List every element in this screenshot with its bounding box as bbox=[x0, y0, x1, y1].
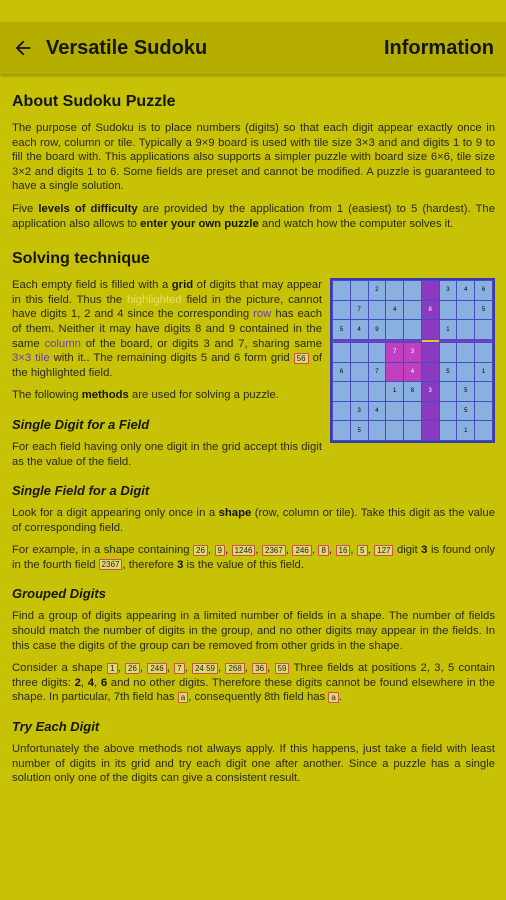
grid-cell bbox=[457, 300, 475, 320]
grid-cell bbox=[386, 421, 404, 441]
grid-cell: 4 bbox=[457, 281, 475, 301]
grid-cell bbox=[421, 342, 439, 362]
grid-cell bbox=[386, 362, 404, 382]
grid-cell: 4 bbox=[350, 320, 368, 340]
grouped-paragraph-1: Find a group of digits appearing in a limited number of fields in a shape. The number of fields should match the number of digits in the group, and no other digits may appear in the fields. In this case the digits of the group can be removed from other grids in the shape. bbox=[12, 610, 495, 652]
information-title: Information bbox=[384, 36, 494, 59]
sudoku-grid-illustration bbox=[330, 278, 495, 443]
grid-cell: 7 bbox=[350, 300, 368, 320]
grid-cell bbox=[350, 281, 368, 301]
try-paragraph: Unfortunately the above methods not always apply. If this happens, just take a field with least number of digits in its grid and try each digit one after another. Since a puzzle has a single solution only one of the digits can give a consistent result. bbox=[12, 743, 495, 785]
digit-grid-tag: 1246 bbox=[232, 545, 256, 556]
grid-cell: 1 bbox=[439, 320, 457, 340]
grid-cell bbox=[368, 382, 386, 402]
grid-cell bbox=[439, 401, 457, 421]
digit-grid-tag: 24 59 bbox=[192, 663, 218, 674]
grid-cell: 7 bbox=[368, 362, 386, 382]
grid-cell bbox=[421, 320, 439, 340]
grid-cell: 5 bbox=[475, 300, 493, 320]
single-digit-heading: Single Digit for a Field bbox=[12, 416, 150, 432]
grid-cell bbox=[421, 401, 439, 421]
digit-grid-tag: 8 bbox=[318, 545, 328, 556]
grid-cell: 2 bbox=[368, 281, 386, 301]
grid-cell: 3 bbox=[350, 401, 368, 421]
content bbox=[0, 93, 506, 786]
grid-cell: 4 bbox=[386, 300, 404, 320]
grid-cell: 3 bbox=[439, 281, 457, 301]
grid-cell bbox=[404, 281, 422, 301]
grid-cell bbox=[386, 401, 404, 421]
grid-cell bbox=[439, 342, 457, 362]
grid-cell bbox=[457, 342, 475, 362]
grid-cell bbox=[475, 421, 493, 441]
single-field-paragraph-2: For example, in a shape containing 26 , 9 , 1246 , 2367 , 246 , 8 , 16 , 5 , 127 digit 3 is found only in the fourth field 2367 , therefore 3 is the value of this field. bbox=[12, 544, 496, 571]
grid-cell bbox=[457, 362, 475, 382]
grid-cell bbox=[333, 401, 351, 421]
grid-cell: 7 bbox=[386, 342, 404, 362]
single-field-heading: Single Field for a Digit bbox=[12, 483, 150, 499]
solving-heading: Solving technique bbox=[12, 250, 150, 268]
grid-cell bbox=[386, 281, 404, 301]
grid-cell bbox=[333, 382, 351, 402]
grid-cell: 9 bbox=[368, 320, 386, 340]
grid-cell: 5 bbox=[457, 382, 475, 402]
solving-paragraph-1: Each empty field is filled with a grid of digits that may appear in this field. Thus the highlighted field in the picture, cannot have digits 1, 2 and 4 since the corresponding row has each of them. Neither it may have digits 8 and 9 contained in the same column of the board, or digits 3 and 7, sharing same 3×3 tile with it.. The remaining digits 5 and 6 form grid 56 of the highlighted field. bbox=[12, 279, 322, 379]
about-paragraph-2: Five levels of difficulty are provided by the application from 1 (easiest) to 5 (hardest). The application also allows to enter your own puzzle and watch how the computer solves it. bbox=[12, 202, 495, 230]
grid-cell: 6 bbox=[333, 362, 351, 382]
grid-cell: 5 bbox=[457, 401, 475, 421]
grid-cell: 3 bbox=[421, 382, 439, 402]
grid-cell: 1 bbox=[386, 382, 404, 402]
grid-cell bbox=[333, 300, 351, 320]
grid-cell bbox=[421, 281, 439, 301]
digit-grid-tag: 127 bbox=[374, 545, 393, 556]
grid-cell bbox=[439, 421, 457, 441]
grid-cell bbox=[350, 382, 368, 402]
app-bar bbox=[0, 22, 506, 74]
grid-cell bbox=[368, 421, 386, 441]
digit-grid-tag: 246 bbox=[292, 545, 311, 556]
grid-cell: 1 bbox=[457, 421, 475, 441]
grid-cell: 8 bbox=[404, 382, 422, 402]
digit-grid-tag: 26 bbox=[125, 663, 140, 674]
digit-grid-tag: 246 bbox=[147, 663, 166, 674]
single-field-paragraph-1: Look for a digit appearing only once in a shape (row, column or tile). Take this digit as the value of corresponding field. bbox=[12, 507, 496, 534]
grid-cell bbox=[368, 342, 386, 362]
digit-grid-tag: 5 bbox=[357, 545, 367, 556]
digit-grid-tag: 2367 bbox=[262, 545, 286, 556]
grid-cell bbox=[333, 421, 351, 441]
digit-grid-tag: 1 bbox=[107, 663, 117, 674]
grid-cell: 5 bbox=[439, 362, 457, 382]
grid-cell bbox=[350, 342, 368, 362]
digit-grid-tag: 7 bbox=[174, 663, 184, 674]
grid-cell bbox=[368, 300, 386, 320]
grid-cell bbox=[475, 342, 493, 362]
solving-paragraph-2: The following methods are used for solving a puzzle. bbox=[12, 389, 279, 402]
grid-cell bbox=[404, 401, 422, 421]
digit-grid-tag: 16 bbox=[336, 545, 351, 556]
grid-cell bbox=[333, 281, 351, 301]
grid-cell: 5 bbox=[333, 320, 351, 340]
grid-cell bbox=[439, 382, 457, 402]
grid-cell bbox=[421, 362, 439, 382]
grid-cell: 5 bbox=[350, 421, 368, 441]
grid-cell bbox=[475, 320, 493, 340]
grouped-heading: Grouped Digits bbox=[12, 586, 106, 602]
grid-cell: 3 bbox=[404, 342, 422, 362]
grid-cell bbox=[404, 320, 422, 340]
grid-cell bbox=[439, 300, 457, 320]
digit-grid-tag: 26 bbox=[193, 545, 208, 556]
grid-cell bbox=[386, 320, 404, 340]
single-digit-paragraph: For each field having only one digit in the grid accept this digit as the value of the field. bbox=[12, 440, 322, 468]
grouped-paragraph-2: Consider a shape 1 , 26 , 246 , 7 , 24 59 , 268 , 36 , 59 Three fields at positions 2, 3, 5 contain three digits: 2, 4, 6 and no other digits. Therefore these digits cannot be found elsewhere in the shape. In particular, 7th field has a , consequently 8th field has a . bbox=[12, 662, 496, 704]
try-heading: Try Each Digit bbox=[12, 719, 100, 735]
grid-cell: 4 bbox=[368, 401, 386, 421]
grid-cell bbox=[333, 342, 351, 362]
grid-cell bbox=[457, 320, 475, 340]
status-bar bbox=[0, 0, 506, 22]
back-arrow-icon[interactable] bbox=[12, 37, 34, 59]
grid-cell bbox=[475, 382, 493, 402]
grid-cell: 4 bbox=[404, 362, 422, 382]
digit-grid-tag: 9 bbox=[215, 545, 225, 556]
about-heading: About Sudoku Puzzle bbox=[12, 93, 176, 110]
app-title: Versatile Sudoku bbox=[46, 36, 208, 59]
about-paragraph-1: The purpose of Sudoku is to place numbers (digits) so that each digit appear exactly once in each row, column or tile. Typically a 9×9 board is used with tile size 3×3 and and digits 1 to 9 to fill the board with. This applications also supports a simpler puzzle with board size 6×6, tile size 3×2 and digits 1 to 6. Some fields are preset and cannot be modified. A puzzle is guaranteed to have a single solution. bbox=[12, 122, 495, 193]
grid-cell bbox=[404, 300, 422, 320]
grid-cell: 8 bbox=[421, 300, 439, 320]
grid-cell bbox=[421, 421, 439, 441]
grid-cell bbox=[475, 401, 493, 421]
digit-grid-tag: 59 bbox=[275, 663, 290, 674]
digit-grid-tag: 36 bbox=[252, 663, 267, 674]
digit-grid-tag: 268 bbox=[225, 663, 244, 674]
grid-cell bbox=[350, 362, 368, 382]
grid-cell bbox=[404, 421, 422, 441]
grid-cell: 6 bbox=[475, 281, 493, 301]
grid-cell: 1 bbox=[475, 362, 493, 382]
